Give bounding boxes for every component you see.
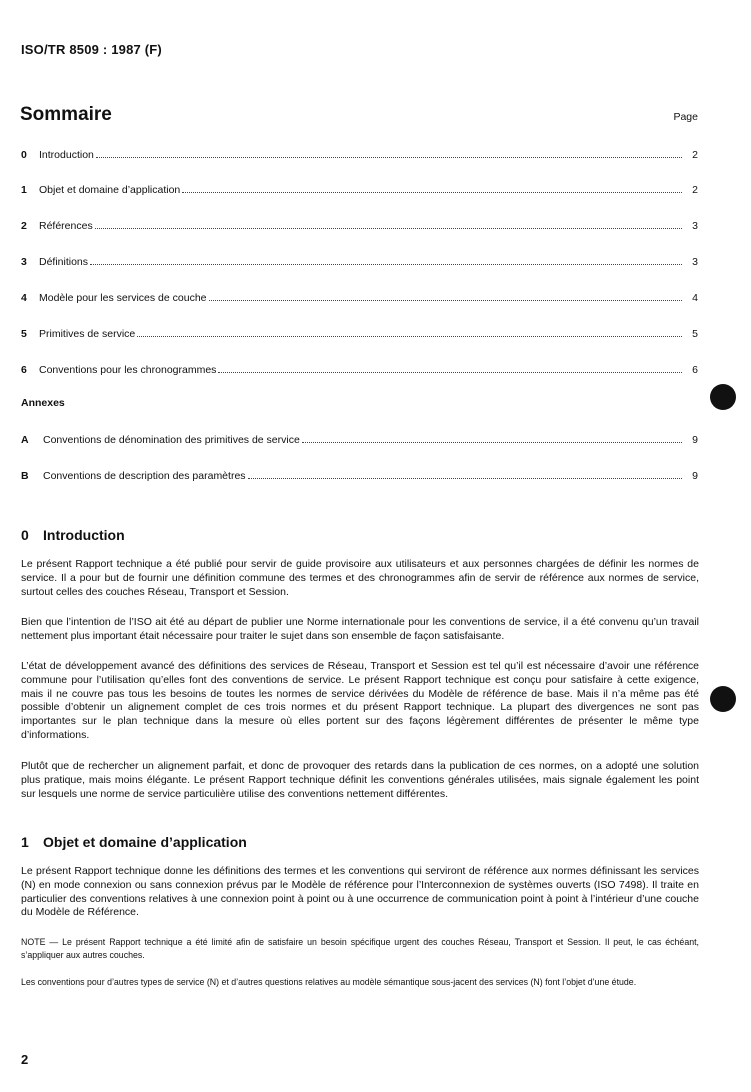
toc-leader-dots xyxy=(218,362,682,373)
toc-entry-page: 6 xyxy=(692,364,698,376)
toc-entry-label: Conventions de description des paramètres xyxy=(43,470,246,482)
scope-paragraph: Le présent Rapport technique donne les définitions des termes et les conventions qui serviront de référence aux normes définissant les services (N) en mode connexion ou sans connexion prévus par le Modèle de référence pour l’Interconnexion de systèmes ouverts (ISO 7498). Il traite en particulier des conventions relatives à une connexion point à point ou à une occurrence de communication point à point à l’intérieur d’une couche du Modèle de Référence. xyxy=(21,865,699,919)
toc-entry-page: 9 xyxy=(692,470,698,482)
toc-leader-dots xyxy=(248,468,682,479)
toc-page-label: Page xyxy=(673,111,698,123)
toc-entry-page: 3 xyxy=(692,256,698,268)
intro-paragraph-1: Le présent Rapport technique a été publié pour servir de guide provisoire aux utilisateurs et aux personnes chargées de définir les normes de service. Il a pour but de fournir une définition commune des termes et des chronogrammes afin de servir de référence aux normes de service, surtout celles des couches Réseau, Transport et Session. xyxy=(21,558,699,598)
toc-entry-modele[interactable] xyxy=(21,290,698,305)
toc-entry-definitions[interactable] xyxy=(21,254,698,269)
scope-note-2: Les conventions pour d’autres types de service (N) et d’autres questions relatives au modèle sémantique sous-jacent des services (N) font l’objet d’une étude. xyxy=(21,977,637,987)
section-number: 1 xyxy=(21,834,29,850)
toc-entry-number: 6 xyxy=(21,364,27,376)
toc-entry-number: 5 xyxy=(21,328,27,340)
toc-entry-references[interactable] xyxy=(21,218,698,233)
toc-annex-a[interactable] xyxy=(21,432,698,447)
toc-entry-number: 2 xyxy=(21,220,27,232)
toc-entry-page: 2 xyxy=(692,149,698,161)
toc-entry-number: 0 xyxy=(21,149,27,161)
document-header: ISO/TR 8509 : 1987 (F) xyxy=(21,42,162,57)
toc-entry-page: 3 xyxy=(692,220,698,232)
toc-entry-introduction[interactable] xyxy=(21,147,698,162)
toc-entry-number: 1 xyxy=(21,184,27,196)
toc-entry-page: 2 xyxy=(692,184,698,196)
toc-entry-label: Conventions pour les chronogrammes xyxy=(39,364,217,376)
toc-entry-label: Primitives de service xyxy=(39,328,136,340)
section-title: Objet et domaine d’application xyxy=(43,834,247,850)
toc-entry-label: Définitions xyxy=(39,256,89,268)
toc-entry-number: 3 xyxy=(21,256,27,268)
page-number: 2 xyxy=(21,1052,29,1067)
toc-entry-number: B xyxy=(21,470,29,482)
toc-entry-page: 4 xyxy=(692,292,698,304)
intro-paragraph-2: Bien que l’intention de l’ISO ait été au départ de publier une Norme internationale pour les conventions de service, il a été convenu qu’un travail nettement plus important était nécessaire pour traiter le sujet dans son ensemble de façon satisfaisante. xyxy=(21,616,699,642)
intro-paragraph-4: Plutôt que de rechercher un alignement parfait, et donc de provoquer des retards dans la publication de ces normes, on a adopté une solution plus pratique, mais moins élégante. Le présent Rapport technique définit les conventions générales utilisées, mais signale également les point sur lesquels une norme de service particulière utilise des conventions nettement différentes. xyxy=(21,760,699,800)
toc-leader-dots xyxy=(90,254,682,265)
toc-leader-dots xyxy=(95,218,682,229)
toc-entry-number: A xyxy=(21,434,29,446)
section-heading-introduction xyxy=(21,527,125,543)
toc-leader-dots xyxy=(302,432,682,443)
punch-hole-mark xyxy=(710,686,736,712)
toc-entry-label: Modèle pour les services de couche xyxy=(39,292,207,304)
toc-entry-label: Références xyxy=(39,220,93,232)
section-title: Introduction xyxy=(43,527,125,543)
toc-leader-dots xyxy=(209,290,682,301)
toc-entry-objet[interactable] xyxy=(21,182,698,197)
toc-entry-label: Conventions de dénomination des primitives de service xyxy=(43,434,300,446)
toc-entry-page: 5 xyxy=(692,328,698,340)
toc-entry-chronogrammes[interactable] xyxy=(21,362,698,377)
toc-entry-number: 4 xyxy=(21,292,27,304)
toc-entry-page: 9 xyxy=(692,434,698,446)
toc-leader-dots xyxy=(182,182,682,193)
section-heading-objet xyxy=(21,834,247,850)
toc-entry-label: Introduction xyxy=(39,149,94,161)
scope-note: NOTE — Le présent Rapport technique a été limité afin de satisfaire un besoin spécifique urgent des couches Réseau, Transport et Session. Il peut, le cas échéant, s’appliquer aux autres couches. xyxy=(21,937,699,960)
toc-annexes-heading: Annexes xyxy=(21,397,65,409)
toc-leader-dots xyxy=(96,147,682,158)
toc-entry-label: Objet et domaine d’application xyxy=(39,184,181,196)
section-number: 0 xyxy=(21,527,29,543)
toc-entry-primitives[interactable] xyxy=(21,326,698,341)
intro-paragraph-3: L’état de développement avancé des définitions des services de Réseau, Transport et Session est tel qu’il est nécessaire d’avoir une référence commune pour l’utilisation qu’elles font des conventions de service. Le présent Rapport technique est conçu pour satisfaire à cette exigence, mais il ne couvre pas tous les besoins de toutes les normes de service dérivées du Modèle de référence de base. Mais il n’a même pas été possible d’obtenir un alignement complet de ces trois normes et du présent Rapport technique. La plupart des divergences ne sont pas importantes sur le plan technique dans la mesure où elles portent sur des façons légèrement différentes de présenter le même type d’informations. xyxy=(21,660,699,741)
toc-leader-dots xyxy=(137,326,682,337)
punch-hole-mark xyxy=(710,384,736,410)
toc-annex-b[interactable] xyxy=(21,468,698,483)
toc-title: Sommaire xyxy=(20,104,112,125)
